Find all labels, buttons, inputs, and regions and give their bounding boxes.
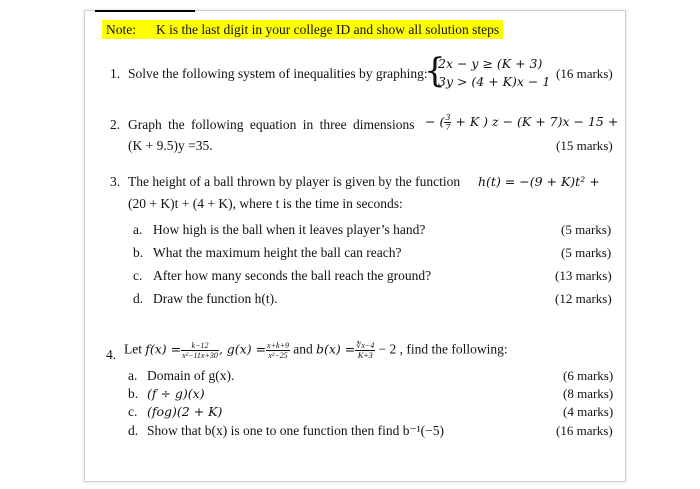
q3-number: 3. — [110, 174, 121, 189]
q3-part-b-text: What the maximum height the ball can reach? — [153, 245, 402, 260]
q1-marks: (16 marks) — [556, 66, 613, 81]
q4-part-c-marks: (4 marks) — [563, 404, 614, 419]
q3-part-b-letter: b. — [133, 245, 144, 260]
q4-g-lhs: , g(x) = — [218, 341, 267, 357]
q4-number: 4. — [106, 347, 117, 362]
q4-f-denominator: x²−11x+30 — [182, 351, 218, 360]
q3-part-d-text: Draw the function h(t). — [153, 291, 278, 306]
q4-g-numerator: x+k+9 — [267, 341, 289, 350]
note-text: K is the last digit in your college ID and show all solution steps — [156, 22, 500, 37]
q2-line1: Graph the following equation in three dimensions — [128, 117, 415, 132]
q3-part-d-letter: d. — [133, 291, 144, 306]
q2-frac-denominator: 7 — [445, 123, 451, 132]
q4-functions — [124, 341, 508, 360]
q3-part-c-text: After how many seconds the ball reach the ground? — [153, 268, 432, 283]
q2-number: 2. — [110, 117, 121, 132]
system-brace: { — [424, 51, 446, 91]
q4-let: Let — [124, 341, 142, 357]
note-label: Note: — [106, 22, 136, 37]
q3-part-c-letter: c. — [133, 268, 143, 283]
top-rule — [95, 10, 195, 12]
q4-f-lhs: f(x) = — [145, 341, 182, 357]
q4-part-c-letter: c. — [128, 404, 138, 419]
q4-part-b-text: (f ÷ g)(x) — [147, 386, 205, 401]
q3-part-c-marks: (13 marks) — [555, 268, 612, 283]
note-banner — [102, 20, 503, 39]
q1-inequality-2: 3y > (4 + K)x − 1 — [438, 74, 551, 89]
q2-frac-numerator: 3 — [445, 113, 451, 122]
q4-f-numerator: k−12 — [181, 341, 219, 351]
q2-equation — [425, 113, 618, 132]
q3-part-d-marks: (12 marks) — [555, 291, 612, 306]
q4-part-d-text: Show that b(x) is one to one function then find b⁻¹(−5) — [147, 423, 444, 438]
q4-part-a-text: Domain of g(x). — [147, 368, 235, 383]
q4-part-d-letter: d. — [128, 423, 139, 438]
q4-part-c-text: (fog)(2 + K) — [147, 404, 223, 419]
q4-and: and — [293, 341, 313, 357]
q2-eq-part-b: + K ) z − (K + 7)x − 15 + — [455, 114, 619, 129]
q2-eq-part-a: − ( — [425, 114, 445, 129]
q1-text: Solve the following system of inequalities by graphing: — [128, 66, 428, 81]
q3-part-a-text: How high is the ball when it leaves player’s hand? — [153, 222, 426, 237]
q4-part-a-letter: a. — [128, 368, 138, 383]
q3-line2: (20 + K)t + (4 + K), where t is the time in seconds: — [128, 196, 403, 211]
q4-b-fraction — [355, 341, 375, 360]
q3-part-a-letter: a. — [133, 222, 143, 237]
q3-part-a-marks: (5 marks) — [561, 222, 612, 237]
q2-marks: (15 marks) — [556, 138, 613, 153]
q4-part-d-marks: (16 marks) — [556, 423, 613, 438]
q4-tail: − 2 , find the following: — [378, 341, 508, 357]
q1-inequality-1: 2x − y ≥ (K + 3) — [438, 56, 543, 71]
q4-b-numerator: ∜x−4 — [356, 341, 375, 350]
q4-part-b-letter: b. — [128, 386, 139, 401]
q3-line1-equation: h(t) = −(9 + K)t² + — [478, 174, 600, 189]
q1-number: 1. — [110, 66, 121, 81]
q4-part-a-marks: (6 marks) — [563, 368, 614, 383]
q3-line1-text: The height of a ball thrown by player is given by the function — [128, 174, 461, 189]
q4-f-fraction — [181, 341, 219, 360]
q3-part-b-marks: (5 marks) — [561, 245, 612, 260]
q4-g-fraction — [266, 341, 290, 360]
q4-b-denominator: K+3 — [357, 351, 373, 360]
q4-g-denominator: x²−25 — [268, 351, 288, 360]
q4-b-lhs: b(x) = — [315, 341, 356, 357]
q2-fraction — [444, 113, 451, 132]
q2-line2: (K + 9.5)y =35. — [128, 138, 213, 153]
q4-part-b-marks: (8 marks) — [563, 386, 614, 401]
